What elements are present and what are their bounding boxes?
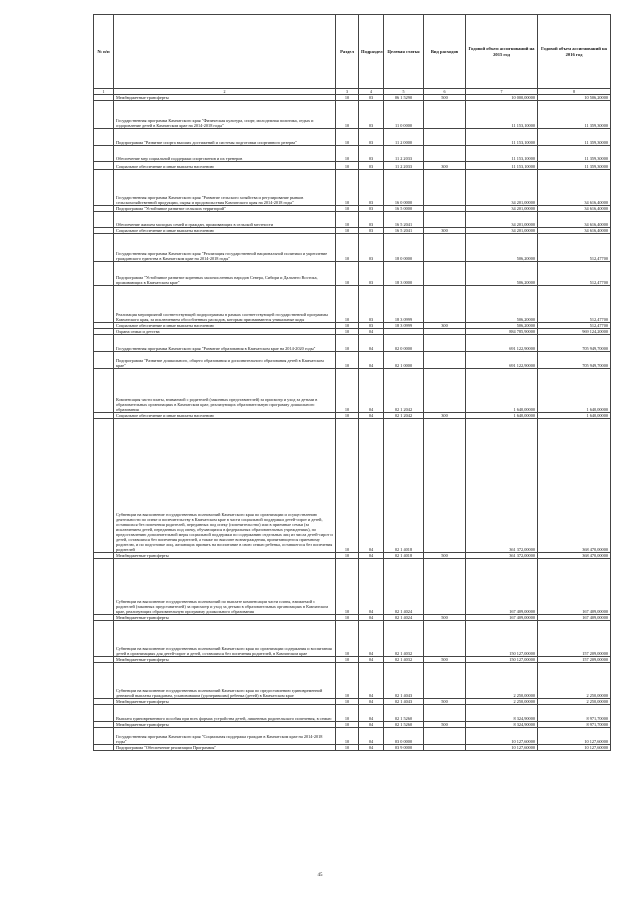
row-name-cell: Субвенции на выполнение государственных полномочий Камчатского края по организации и осуществлению деятельности по опеке и попечительству в Камчатском крае в части социальной поддержки детей-сирот и детей, оставшихся без попечения родителей, переданных под опеку (попечительство) или в приемные семьи (за исключением детей, переданных под опеку, обучающихся в федеральных образовательных учреждениях), по предоставлению дополнительной меры социальной поддержки по содержанию отдельных лиц из числа детей-сирот и детей, оставшихся без попечения родителей, а также по выплате вознаграждения, причитающегося приемному родителю, и по подготовке лиц, желающих принять на воспитание в свою семью ребенка, оставшегося без попечения родителей [114, 419, 336, 553]
header-target-article: Целевая статья [384, 15, 424, 89]
row-amount-2016-cell: 368 470,00000 [538, 553, 611, 559]
row-amount-2015-cell: 361 372,00000 [466, 419, 538, 553]
row-razdel-cell: 10 [336, 352, 359, 369]
row-amount-2016-cell: 512,47700 [538, 323, 611, 329]
row-number-cell [94, 745, 114, 751]
row-name-cell: Обеспечение жильем молодых семей и граждан, проживающих в сельской местности [114, 212, 336, 228]
row-expense-type-cell [424, 369, 466, 413]
row-number-cell [94, 728, 114, 745]
row-expense-type-cell: 300 [424, 323, 466, 329]
row-amount-2016-cell: 512,47700 [538, 262, 611, 286]
row-name-cell: Реализация мероприятий соответствующей подпрограммы в рамках соответствующей государственной программы Камчатского края, за исключением обособленных расходов, которым присваиваются уникальные коды [114, 286, 336, 323]
row-target-article-cell: 03 9 0000 [384, 745, 424, 751]
row-razdel-cell: 10 [336, 559, 359, 615]
row-amount-2015-cell: 1 640,00000 [466, 369, 538, 413]
row-amount-2016-cell: 705 949,70000 [538, 335, 611, 352]
header-row [94, 15, 611, 89]
row-expense-type-cell [424, 663, 466, 699]
row-amount-2015-cell: 34 201,00000 [466, 212, 538, 228]
column-number: 5 [384, 89, 424, 95]
row-amount-2015-cell: 691 122,90000 [466, 352, 538, 369]
table-row [94, 663, 611, 699]
row-expense-type-cell: 500 [424, 699, 466, 705]
row-amount-2016-cell: 11 359,30000 [538, 129, 611, 146]
row-amount-2016-cell: 705 949,70000 [538, 352, 611, 369]
row-name-cell: Социальное обеспечение и иные выплаты населению [114, 228, 336, 234]
column-number: 4 [359, 89, 384, 95]
row-razdel-cell: 10 [336, 369, 359, 413]
row-amount-2016-cell: 157 209,00000 [538, 657, 611, 663]
row-amount-2015-cell: 884 785,90000 [466, 329, 538, 335]
row-amount-2015-cell: 10 127,60000 [466, 728, 538, 745]
row-number-cell [94, 101, 114, 129]
table-row [94, 286, 611, 323]
row-amount-2015-cell: 1 640,00000 [466, 413, 538, 419]
row-name-cell: Государственная программа Камчатского края "Развитие образования в Камчатском крае на 2014-2020 годы" [114, 335, 336, 352]
row-amount-2015-cell: 10 127,60000 [466, 745, 538, 751]
table-row [94, 728, 611, 745]
row-target-article-cell: 02 1 4024 [384, 615, 424, 621]
row-name-cell: Государственная программа Камчатского края "Развитие сельского хозяйства и регулирование рынков сельскохозяйственной продукции, сырья и продовольствия Камчатского края на 2014-2018 годы" [114, 170, 336, 206]
row-name-cell: Государственная программа Камчатского края "Реализация государственной национальной политики и укрепление гражданского единства в Камчатском крае на 2014-2018 годы" [114, 234, 336, 262]
row-number-cell [94, 162, 114, 170]
row-number-cell [94, 663, 114, 699]
row-razdel-cell: 10 [336, 728, 359, 745]
row-target-article-cell: 02 0 0000 [384, 335, 424, 352]
row-podrazdel-cell: 04 [359, 559, 384, 615]
row-amount-2015-cell: 8 324,90000 [466, 705, 538, 722]
row-razdel-cell: 10 [336, 101, 359, 129]
row-podrazdel-cell: 04 [359, 419, 384, 553]
row-podrazdel-cell: 04 [359, 369, 384, 413]
table-row [94, 101, 611, 129]
row-name-cell: Межбюджетные трансферты [114, 95, 336, 101]
row-expense-type-cell: 300 [424, 413, 466, 419]
row-podrazdel-cell: 04 [359, 329, 384, 335]
row-target-article-cell: 02 1 4043 [384, 699, 424, 705]
row-target-article-cell: 11 2 2033 [384, 146, 424, 162]
row-amount-2015-cell: 506,20000 [466, 234, 538, 262]
row-amount-2016-cell: 10 127,60000 [538, 728, 611, 745]
row-razdel-cell: 10 [336, 335, 359, 352]
row-name-cell: Межбюджетные трансферты [114, 553, 336, 559]
row-razdel-cell: 10 [336, 206, 359, 212]
row-amount-2015-cell: 34 201,00000 [466, 228, 538, 234]
row-razdel-cell: 10 [336, 413, 359, 419]
row-target-article-cell: 02 1 4018 [384, 419, 424, 553]
row-name-cell: Социальное обеспечение и иные выплаты населению [114, 162, 336, 170]
row-razdel-cell: 10 [336, 170, 359, 206]
row-amount-2015-cell: 11 153,10000 [466, 129, 538, 146]
table-row [94, 745, 611, 751]
row-razdel-cell: 10 [336, 329, 359, 335]
header-expense-type: Вид расходов [424, 15, 466, 89]
row-razdel-cell: 10 [336, 699, 359, 705]
row-expense-type-cell: 500 [424, 615, 466, 621]
row-razdel-cell: 10 [336, 657, 359, 663]
row-name-cell: Государственная программа Камчатского края "Социальная поддержка граждан в Камчатском крае на 2014-2018 годы" [114, 728, 336, 745]
row-podrazdel-cell: 03 [359, 234, 384, 262]
row-podrazdel-cell: 04 [359, 699, 384, 705]
row-amount-2016-cell: 34 616,40000 [538, 206, 611, 212]
row-target-article-cell: 02 1 5260 [384, 722, 424, 728]
header-podrazdel: Подраздел [359, 15, 384, 89]
row-razdel-cell: 10 [336, 234, 359, 262]
table-row [94, 162, 611, 170]
row-expense-type-cell [424, 352, 466, 369]
table-body [94, 95, 611, 751]
column-number: 2 [114, 89, 336, 95]
row-amount-2015-cell: 11 153,10000 [466, 146, 538, 162]
row-amount-2015-cell: 361 372,00000 [466, 553, 538, 559]
row-name-cell: Субвенции на выполнение государственных полномочий по выплате компенсации части платы, взимаемой с родителей (законных представителей) за присмотр и уход за детьми в образовательных организациях в Камчатском крае, реализующих образовательную программу дошкольного образования [114, 559, 336, 615]
row-name-cell: Подпрограмма "Развитие дошкольного, общего образования и дополнительного образования детей в Камчатском крае" [114, 352, 336, 369]
column-number: 6 [424, 89, 466, 95]
row-razdel-cell: 10 [336, 745, 359, 751]
row-expense-type-cell [424, 419, 466, 553]
row-expense-type-cell [424, 170, 466, 206]
row-amount-2016-cell: 167 409,00000 [538, 615, 611, 621]
table-row [94, 146, 611, 162]
row-number-cell [94, 170, 114, 206]
table-row [94, 352, 611, 369]
row-target-article-cell: 18 3 0000 [384, 262, 424, 286]
row-podrazdel-cell: 03 [359, 146, 384, 162]
row-podrazdel-cell: 03 [359, 170, 384, 206]
row-expense-type-cell: 500 [424, 657, 466, 663]
row-amount-2015-cell: 150 127,00000 [466, 657, 538, 663]
row-amount-2016-cell: 8 971,70000 [538, 722, 611, 728]
row-expense-type-cell [424, 129, 466, 146]
row-amount-2015-cell: 506,20000 [466, 286, 538, 323]
row-expense-type-cell [424, 728, 466, 745]
row-amount-2016-cell: 11 359,30000 [538, 101, 611, 129]
row-razdel-cell: 10 [336, 323, 359, 329]
row-name-cell: Социальное обеспечение и иные выплаты населению [114, 413, 336, 419]
row-amount-2015-cell: 11 153,10000 [466, 162, 538, 170]
row-amount-2015-cell: 34 201,00000 [466, 170, 538, 206]
row-target-article-cell: 11 2 0000 [384, 129, 424, 146]
row-target-article-cell: 16 5 2041 [384, 228, 424, 234]
table-row [94, 212, 611, 228]
table-row [94, 335, 611, 352]
row-amount-2016-cell: 167 409,00000 [538, 559, 611, 615]
row-podrazdel-cell: 04 [359, 352, 384, 369]
row-amount-2016-cell: 969 124,20000 [538, 329, 611, 335]
row-razdel-cell: 10 [336, 162, 359, 170]
row-target-article-cell: 16 5 2041 [384, 212, 424, 228]
row-expense-type-cell [424, 335, 466, 352]
column-number: 8 [538, 89, 611, 95]
table-row [94, 129, 611, 146]
row-expense-type-cell: 500 [424, 95, 466, 101]
row-amount-2015-cell: 2 250,00000 [466, 699, 538, 705]
row-amount-2016-cell: 368 470,00000 [538, 419, 611, 553]
row-expense-type-cell [424, 101, 466, 129]
row-target-article-cell: 18 3 0999 [384, 323, 424, 329]
table-row [94, 170, 611, 206]
row-amount-2016-cell: 1 640,00000 [538, 413, 611, 419]
row-target-article-cell: 02 1 4043 [384, 663, 424, 699]
row-expense-type-cell [424, 212, 466, 228]
header-amount-2015: Годовой объем ассигнований на 2015 год [466, 15, 538, 89]
row-name-cell: Охрана семьи и детства [114, 329, 336, 335]
row-name-cell: Межбюджетные трансферты [114, 699, 336, 705]
row-razdel-cell: 10 [336, 286, 359, 323]
row-expense-type-cell: 300 [424, 228, 466, 234]
row-number-cell [94, 559, 114, 615]
column-number: 7 [466, 89, 538, 95]
row-razdel-cell: 10 [336, 146, 359, 162]
row-name-cell: Подпрограмма "Устойчивое развитие сельских территорий" [114, 206, 336, 212]
row-amount-2015-cell: 150 127,00000 [466, 621, 538, 657]
row-amount-2016-cell: 512,47700 [538, 234, 611, 262]
row-amount-2016-cell: 34 616,40000 [538, 228, 611, 234]
row-amount-2016-cell: 157 209,00000 [538, 621, 611, 657]
row-amount-2016-cell: 2 250,00000 [538, 699, 611, 705]
row-number-cell [94, 234, 114, 262]
table-row [94, 262, 611, 286]
row-amount-2016-cell: 34 616,40000 [538, 212, 611, 228]
row-number-cell [94, 335, 114, 352]
row-amount-2015-cell: 506,20000 [466, 262, 538, 286]
row-podrazdel-cell: 04 [359, 335, 384, 352]
row-amount-2015-cell: 167 409,00000 [466, 615, 538, 621]
table-row [94, 234, 611, 262]
page-number: 45 [317, 873, 323, 878]
column-number: 1 [94, 89, 114, 95]
table-row [94, 705, 611, 722]
row-podrazdel-cell: 03 [359, 228, 384, 234]
row-podrazdel-cell: 03 [359, 162, 384, 170]
row-expense-type-cell [424, 234, 466, 262]
row-expense-type-cell [424, 621, 466, 657]
row-podrazdel-cell: 03 [359, 206, 384, 212]
row-expense-type-cell [424, 745, 466, 751]
row-name-cell: Межбюджетные трансферты [114, 615, 336, 621]
row-razdel-cell: 10 [336, 228, 359, 234]
row-name-cell: Подпрограмма "Обеспечение реализации Программы" [114, 745, 336, 751]
row-name-cell: Подпрограмма "Устойчивое развитие коренных малочисленных народов Севера, Сибири и Дальнего Востока, проживающих в Камчатском крае" [114, 262, 336, 286]
header-name [114, 15, 336, 89]
row-target-article-cell: 02 1 4032 [384, 621, 424, 657]
row-amount-2016-cell: 2 250,00000 [538, 663, 611, 699]
row-podrazdel-cell: 04 [359, 553, 384, 559]
row-amount-2015-cell: 34 201,00000 [466, 206, 538, 212]
row-number-cell [94, 621, 114, 657]
row-podrazdel-cell: 04 [359, 621, 384, 657]
row-amount-2015-cell: 10 000,00000 [466, 95, 538, 101]
row-number-cell [94, 705, 114, 722]
row-amount-2016-cell: 8 971,70000 [538, 705, 611, 722]
row-razdel-cell: 10 [336, 663, 359, 699]
row-razdel-cell: 10 [336, 212, 359, 228]
row-expense-type-cell: 300 [424, 162, 466, 170]
row-amount-2016-cell: 34 616,40000 [538, 170, 611, 206]
row-amount-2015-cell: 8 324,90000 [466, 722, 538, 728]
row-target-article-cell: 11 2 2033 [384, 162, 424, 170]
row-number-cell [94, 419, 114, 553]
budget-sheet [93, 14, 610, 751]
row-target-article-cell: 16 0 0000 [384, 170, 424, 206]
row-target-article-cell: 18 0 0000 [384, 234, 424, 262]
row-target-article-cell: 02 1 2042 [384, 413, 424, 419]
table-row [94, 559, 611, 615]
table-row [94, 621, 611, 657]
row-number-cell [94, 262, 114, 286]
row-podrazdel-cell: 03 [359, 101, 384, 129]
row-number-cell [94, 286, 114, 323]
row-number-cell [94, 146, 114, 162]
row-amount-2015-cell: 167 409,00000 [466, 559, 538, 615]
row-expense-type-cell [424, 705, 466, 722]
row-target-article-cell: 03 0 0000 [384, 728, 424, 745]
row-podrazdel-cell: 03 [359, 262, 384, 286]
row-target-article-cell: 18 3 0999 [384, 286, 424, 323]
row-name-cell: Межбюджетные трансферты [114, 657, 336, 663]
row-name-cell: Межбюджетные трансферты [114, 722, 336, 728]
row-name-cell: Подпрограмма "Развитие спорта высших достижений и системы подготовки спортивного резерва" [114, 129, 336, 146]
row-podrazdel-cell: 04 [359, 705, 384, 722]
row-podrazdel-cell: 04 [359, 657, 384, 663]
row-expense-type-cell [424, 146, 466, 162]
row-podrazdel-cell: 03 [359, 323, 384, 329]
row-podrazdel-cell: 03 [359, 129, 384, 146]
row-expense-type-cell: 500 [424, 553, 466, 559]
row-target-article-cell: 02 1 0000 [384, 352, 424, 369]
row-target-article-cell: 16 5 0000 [384, 206, 424, 212]
row-amount-2015-cell: 691 122,90000 [466, 335, 538, 352]
row-expense-type-cell [424, 559, 466, 615]
table-row [94, 369, 611, 413]
row-podrazdel-cell: 04 [359, 663, 384, 699]
row-number-cell [94, 369, 114, 413]
row-razdel-cell: 10 [336, 722, 359, 728]
budget-table [93, 14, 611, 751]
header-razdel: Раздел [336, 15, 359, 89]
row-podrazdel-cell: 04 [359, 745, 384, 751]
row-expense-type-cell [424, 286, 466, 323]
row-razdel-cell: 10 [336, 129, 359, 146]
row-amount-2015-cell: 506,20000 [466, 323, 538, 329]
row-razdel-cell: 10 [336, 95, 359, 101]
row-name-cell: Выплата единовременного пособия при всех формах устройства детей, лишенных родительского попечения, в семью [114, 705, 336, 722]
row-podrazdel-cell: 04 [359, 615, 384, 621]
row-name-cell: Компенсация части платы, взимаемой с родителей (законных представителей) за присмотр и уход за детьми в образовательных организациях в Камчатском крае, реализующих образовательную программу дошкольного образования [114, 369, 336, 413]
row-number-cell [94, 129, 114, 146]
row-name-cell: Субвенции на выполнение государственных полномочий Камчатского края по предоставлению единовременной денежной выплаты гражданам, усыновившим (удочерившим) ребенка (детей) в Камчатском крае [114, 663, 336, 699]
row-podrazdel-cell: 04 [359, 728, 384, 745]
row-amount-2016-cell: 11 359,30000 [538, 146, 611, 162]
row-name-cell: Социальное обеспечение и иные выплаты населению [114, 323, 336, 329]
row-razdel-cell: 10 [336, 553, 359, 559]
table-row [94, 419, 611, 553]
row-amount-2015-cell: 11 153,10000 [466, 101, 538, 129]
row-razdel-cell: 10 [336, 615, 359, 621]
row-podrazdel-cell: 03 [359, 212, 384, 228]
row-expense-type-cell: 500 [424, 722, 466, 728]
row-name-cell: Государственная программа Камчатского края "Физическая культура, спорт, молодежная политика, отдых и оздоровление детей в Камчатском крае на 2014-2018 годы" [114, 101, 336, 129]
row-number-cell [94, 212, 114, 228]
row-number-cell [94, 352, 114, 369]
row-target-article-cell: 02 1 4024 [384, 559, 424, 615]
row-target-article-cell: 02 1 2042 [384, 369, 424, 413]
row-podrazdel-cell: 04 [359, 722, 384, 728]
row-target-article-cell: 06 1 5290 [384, 95, 424, 101]
column-number: 3 [336, 89, 359, 95]
row-name-cell: Субвенции на выполнение государственных полномочий Камчатского края по организации содержания и воспитания детей в организациях для детей-сирот и детей, оставшихся без попечения родителей, в Камчатском крае [114, 621, 336, 657]
header-number: № п/п [94, 15, 114, 89]
row-expense-type-cell [424, 262, 466, 286]
row-name-cell: Обеспечение мер социальной поддержки спортсменов и их тренеров [114, 146, 336, 162]
row-amount-2016-cell: 10 506,20000 [538, 95, 611, 101]
row-target-article-cell: 02 1 4032 [384, 657, 424, 663]
row-amount-2016-cell: 512,47700 [538, 286, 611, 323]
row-target-article-cell: 02 1 4018 [384, 553, 424, 559]
row-razdel-cell: 10 [336, 419, 359, 553]
header-amount-2016: Годовой объем ассигнований на 2016 год [538, 15, 611, 89]
row-amount-2016-cell: 1 640,00000 [538, 369, 611, 413]
row-razdel-cell: 10 [336, 262, 359, 286]
row-podrazdel-cell: 04 [359, 413, 384, 419]
row-razdel-cell: 10 [336, 705, 359, 722]
row-target-article-cell: 11 0 0000 [384, 101, 424, 129]
row-amount-2015-cell: 2 250,00000 [466, 663, 538, 699]
row-amount-2016-cell: 11 359,30000 [538, 162, 611, 170]
row-amount-2016-cell: 10 127,60000 [538, 745, 611, 751]
row-podrazdel-cell: 03 [359, 286, 384, 323]
row-target-article-cell: 02 1 5260 [384, 705, 424, 722]
row-razdel-cell: 10 [336, 621, 359, 657]
row-podrazdel-cell: 03 [359, 95, 384, 101]
